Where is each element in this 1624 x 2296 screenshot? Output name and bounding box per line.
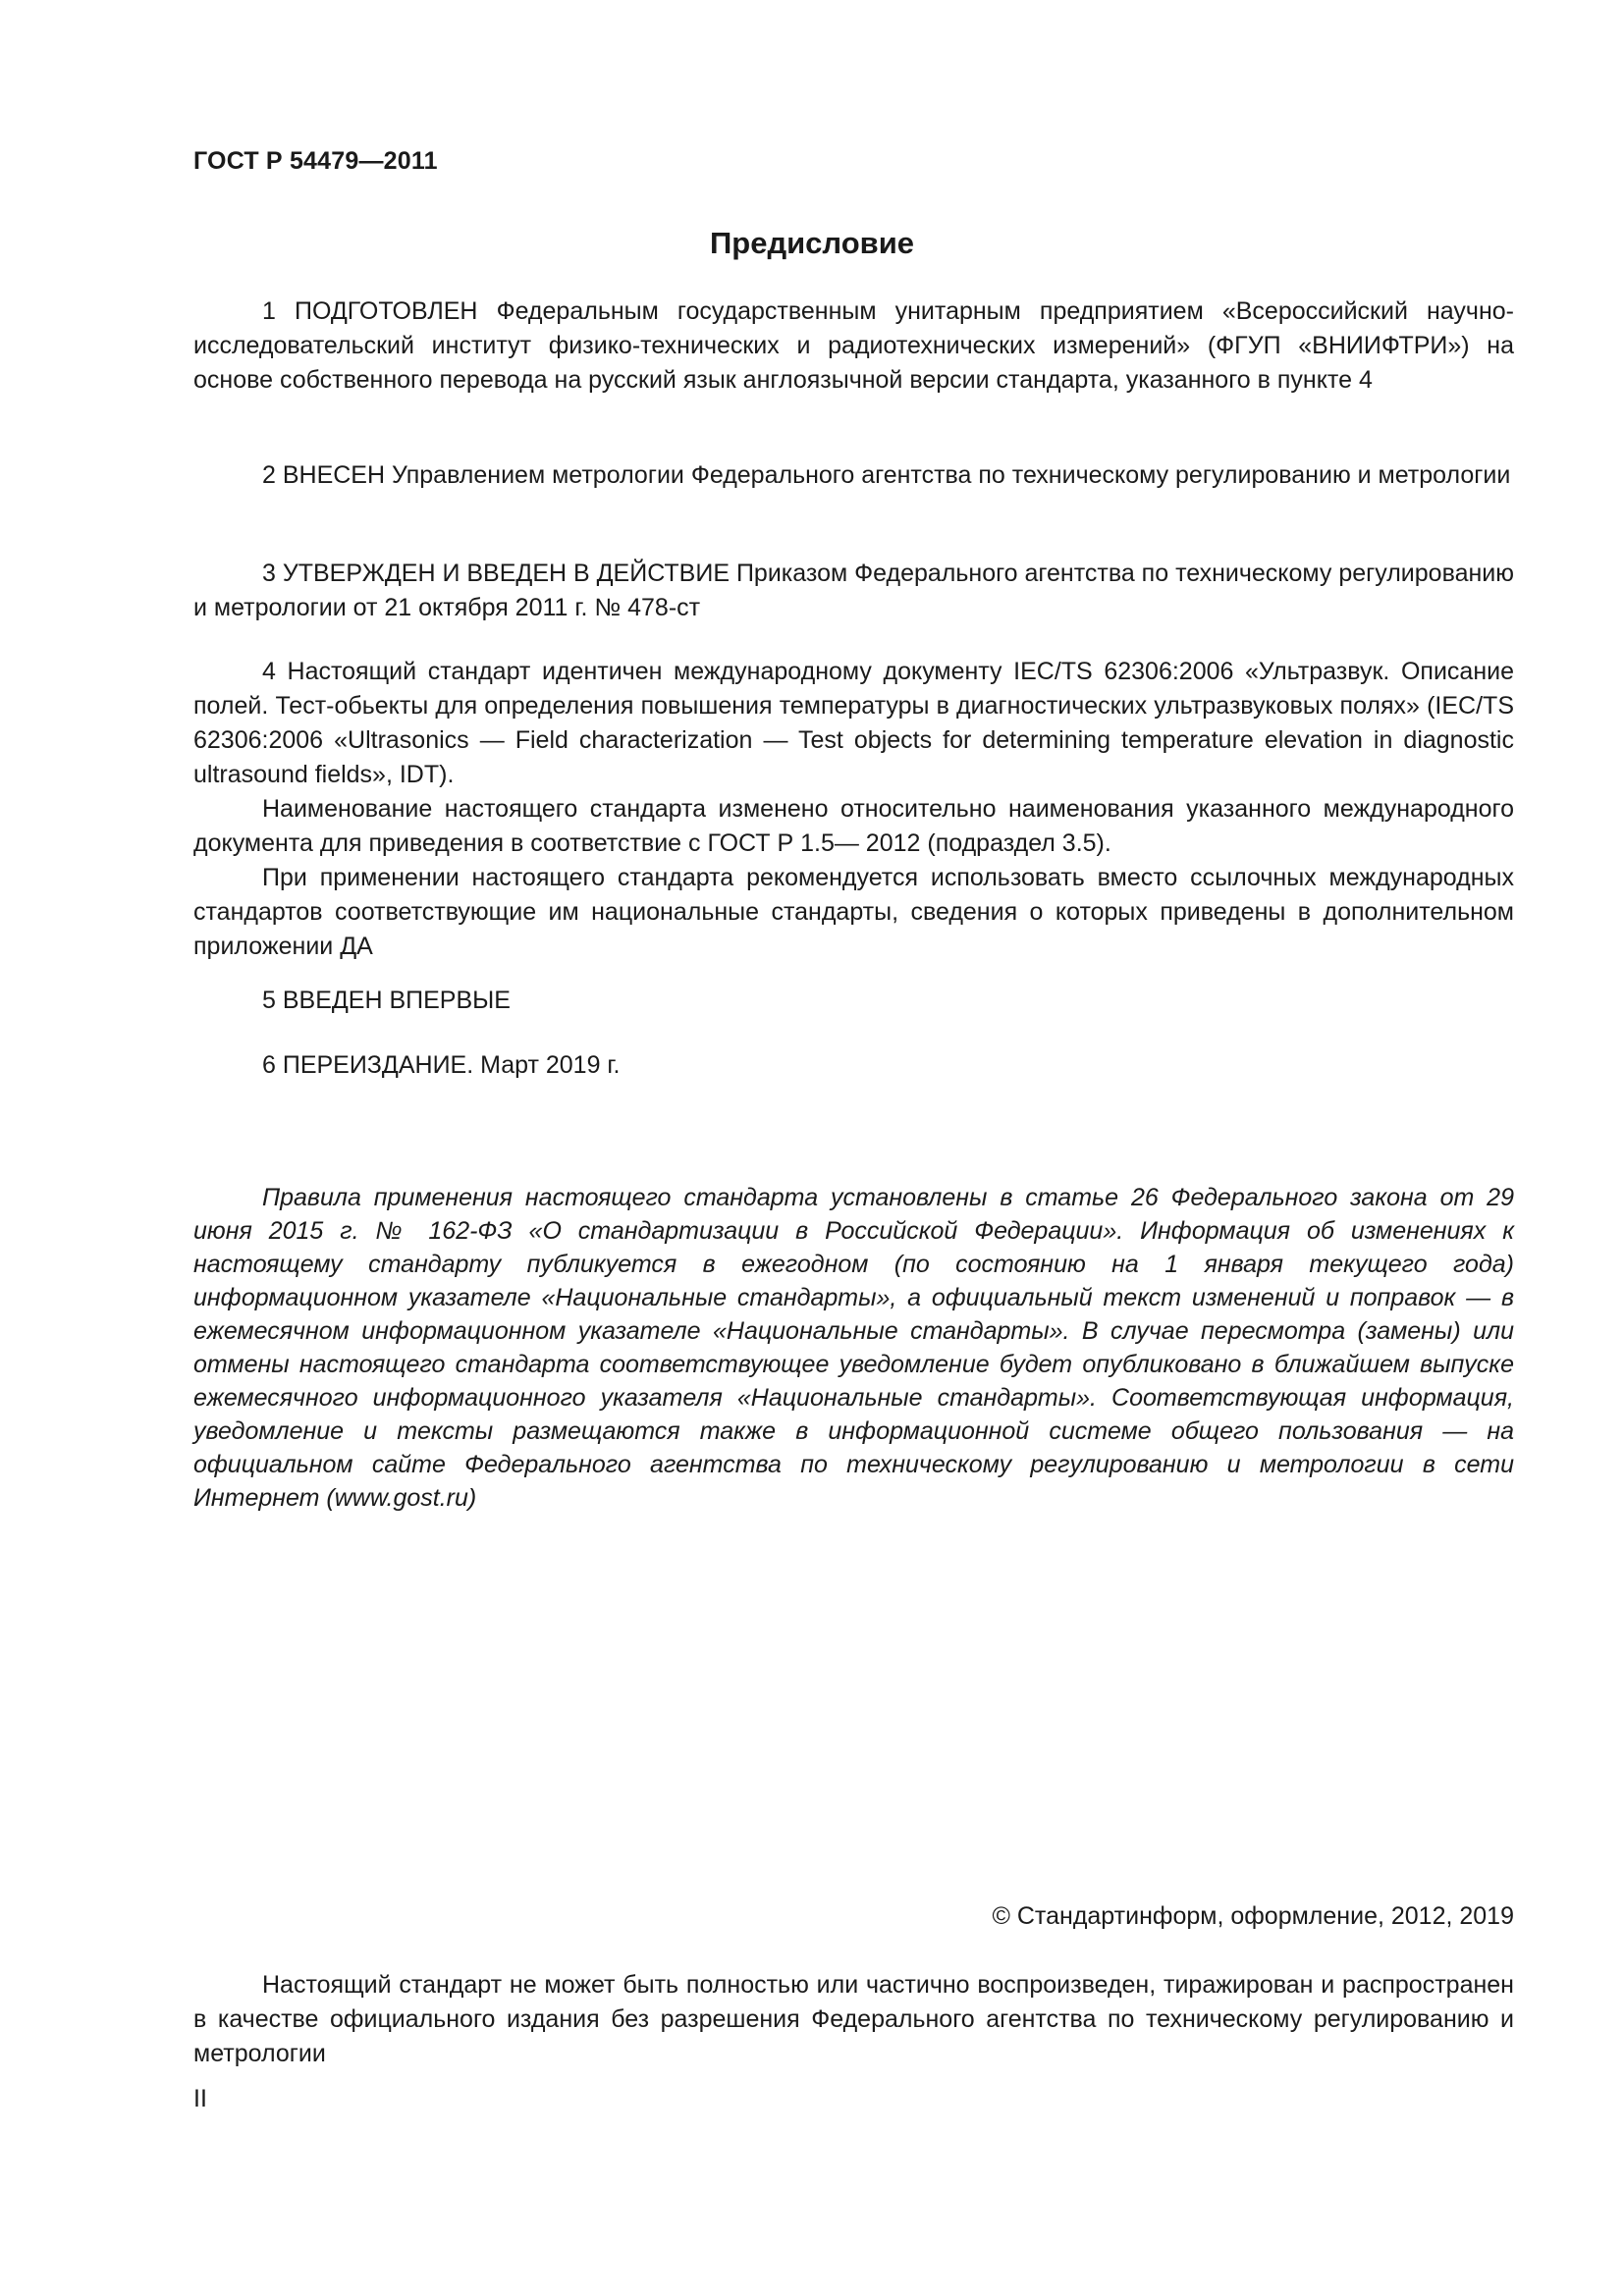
foreword-item-1-text: 1 ПОДГОТОВЛЕН Федеральным государственным унитарным предприятием «Всероссийский научно-исследовательский институт физико-технических и радиотехнических измерений» (ФГУП «ВНИИФТРИ») на основе собственного перевода на русский язык англоязычной версии стандарта, указанного в пункте 4 — [193, 297, 1514, 394]
foreword-item-6-text: 6 ПЕРЕИЗДАНИЕ. Март 2019 г. — [262, 1051, 621, 1079]
foreword-item-3 — [193, 557, 1514, 625]
foreword-item-5 — [193, 984, 1514, 1018]
foreword-item-4-title-note: Наименование настоящего стандарта изменено относительно наименования указанного международного документа для приведения в соответствие с ГОСТ Р 1.5— 2012 (подраздел 3.5). — [193, 795, 1514, 857]
application-rules-notice: Правила применения настоящего стандарта установлены в статье 26 Федерального закона от 29 июня 2015 г. № 162-ФЗ «О стандартизации в Российской Федерации». Информация об изменениях к настоящему стандарту публикуется в ежегодном (по состоянию на 1 января текущего года) информационном указателе «Национальные стандарты», а официальный текст изменений и поправок — в ежемесячном информационном указателе «Национальные стандарты». В случае пересмотра (замены) или отмены настоящего стандарта соответствующее уведомление будет опубликовано в ближайшем выпуске ежемесячного информационного указателя «Национальные стандарты». Соответствующая информация, уведомление и тексты размещаются также в информационной системе общего пользования — на официальном сайте Федерального агентства по техническому регулированию и метрологии в сети Интернет (www.gost.ru) — [193, 1184, 1514, 1512]
reproduction-notice: Настоящий стандарт не может быть полностью или частично воспроизведен, тиражирован и распространен в качестве официального издания без разрешения Федерального агентства по техническому регулированию и метрологии — [193, 1971, 1514, 2067]
foreword-item-4-text: 4 Настоящий стандарт идентичен международному документу IEC/TS 62306:2006 «Ультразвук. Описание полей. Тест-обьекты для определения повышения температуры в диагностических ультразвуковых полях» (IEC/TS 62306:2006 «Ultrasonics — Field characterization — Test objects for determining temperature elevation in diagnostic ultrasound fields», IDT). — [193, 658, 1514, 788]
foreword-item-2-text: 2 ВНЕСЕН Управлением метрологии Федерального агентства по техническому регулированию и метрологии — [262, 461, 1511, 489]
foreword-item-1 — [193, 294, 1514, 398]
copyright-line: © Стандартинформ, оформление, 2012, 2019 — [992, 1902, 1514, 1930]
foreword-item-4-reference-note: При применении настоящего стандарта рекомендуется использовать вместо ссылочных международных стандартов соответствующие им национальные стандарты, сведения о которых приведены в дополнительном приложении ДА — [193, 864, 1514, 960]
foreword-item-4 — [193, 655, 1514, 964]
foreword-item-2 — [193, 458, 1514, 493]
foreword-item-3-text: 3 УТВЕРЖДЕН И ВВЕДЕН В ДЕЙСТВИЕ Приказом Федерального агентства по техническому регулированию и метрологии от 21 октября 2011 г. № 478-ст — [193, 560, 1514, 621]
document-code: ГОСТ Р 54479—2011 — [193, 147, 438, 175]
foreword-item-5-text: 5 ВВЕДЕН ВПЕРВЫЕ — [262, 987, 511, 1014]
page-title: Предисловие — [709, 226, 914, 260]
foreword-item-6 — [193, 1048, 1514, 1083]
page-number: II — [193, 2085, 207, 2112]
